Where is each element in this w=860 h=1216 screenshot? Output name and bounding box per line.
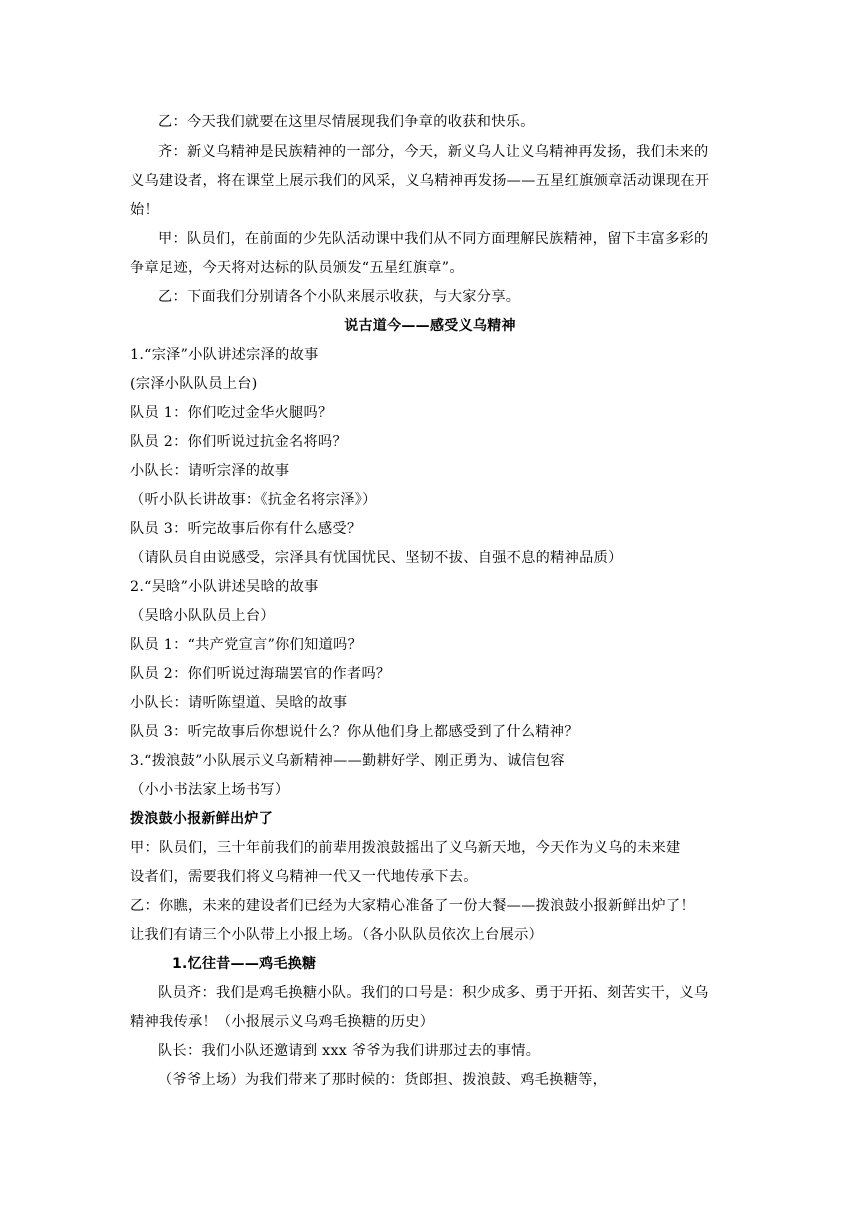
paragraph-line: （听小队长讲故事：《抗金名将宗泽》） <box>130 492 377 508</box>
paragraph-line: 精神我传承！（小报展示义乌鸡毛换糖的历史） <box>130 1014 435 1030</box>
paragraph-line: 争章足迹，今天将对达标的队员颁发“五星红旗章”。 <box>130 260 464 276</box>
paragraph-line: 3.“拨浪鼓”小队展示义乌新精神——勤耕好学、刚正勇为、诚信包容 <box>130 753 565 769</box>
paragraph-line: 设者们，需要我们将义乌精神一代又一代地传承下去。 <box>130 869 478 885</box>
paragraph-line: 队员 3：听完故事后你有什么感受？ <box>130 521 362 537</box>
paragraph-line: 队员 3：听完故事后你想说什么？你从他们身上都感受到了什么精神？ <box>130 724 579 740</box>
paragraph-line: （请队员自由说感受，宗泽具有忧国忧民、坚韧不拔、自强不息的精神品质） <box>130 550 623 566</box>
paragraph-line: 让我们有请三个小队带上小报上场。（各小队队员依次上台展示） <box>130 927 544 943</box>
paragraph-line: （小小书法家上场书写） <box>130 782 290 798</box>
section-heading: 说古道今——感受义乌精神 <box>344 318 516 334</box>
paragraph-line: 乙：你瞧，未来的建设者们已经为大家精心准备了一份大餐——拨浪鼓小报新鲜出炉了！ <box>130 898 696 914</box>
subsection-heading: 1.忆往昔——鸡毛换糖 <box>172 956 317 972</box>
paragraph-line: 甲：队员们，在前面的少先队活动课中我们从不同方面理解民族精神，留下丰富多彩的 <box>158 231 709 247</box>
paragraph-line: 2.“吴晗”小队讲述吴晗的故事 <box>130 579 319 595</box>
paragraph-line: 始！ <box>130 202 159 218</box>
paragraph-line: 队长：我们小队还邀请到 xxx 爷爷为我们讲那过去的事情。 <box>158 1043 541 1059</box>
paragraph-line: （吴晗小队队员上台） <box>130 608 275 624</box>
paragraph-line: (宗泽小队队员上台) <box>130 376 258 392</box>
paragraph-line: （爷爷上场）为我们带来了那时候的：货郎担、拨浪鼓、鸡毛换糖等， <box>158 1072 608 1088</box>
paragraph-line: 队员 1：你们吃过金华火腿吗？ <box>130 405 333 421</box>
section-heading: 拨浪鼓小报新鲜出炉了 <box>130 811 273 827</box>
paragraph-line: 队员 1：“共产党宣言”你们知道吗？ <box>130 637 363 653</box>
paragraph-line: 乙：下面我们分别请各个小队来展示收获，与大家分享。 <box>158 289 521 305</box>
paragraph-line: 齐：新义乌精神是民族精神的一部分，今天，新义乌人让义乌精神再发扬，我们未来的 <box>158 144 709 160</box>
paragraph-line: 小队长：请听宗泽的故事 <box>130 463 290 479</box>
paragraph-line: 队员 2：你们听说过抗金名将吗？ <box>130 434 347 450</box>
paragraph-line: 队员齐：我们是鸡毛换糖小队。我们的口号是：积少成多、勇于开拓、刻苦实干，义乌 <box>158 985 709 1001</box>
paragraph-line: 乙：今天我们就要在这里尽情展现我们争章的收获和快乐。 <box>158 114 535 130</box>
paragraph-line: 甲：队员们，三十年前我们的前辈用拨浪鼓摇出了义乌新天地，今天作为义乌的未来建 <box>130 840 681 856</box>
paragraph-line: 小队长：请听陈望道、吴晗的故事 <box>130 695 348 711</box>
paragraph-line: 义乌建设者，将在课堂上展示我们的风采，义乌精神再发扬——五星红旗颁章活动课现在开 <box>130 173 710 189</box>
paragraph-line: 队员 2：你们听说过海瑞罢官的作者吗？ <box>130 666 391 682</box>
paragraph-line: 1.“宗泽”小队讲述宗泽的故事 <box>130 347 319 363</box>
